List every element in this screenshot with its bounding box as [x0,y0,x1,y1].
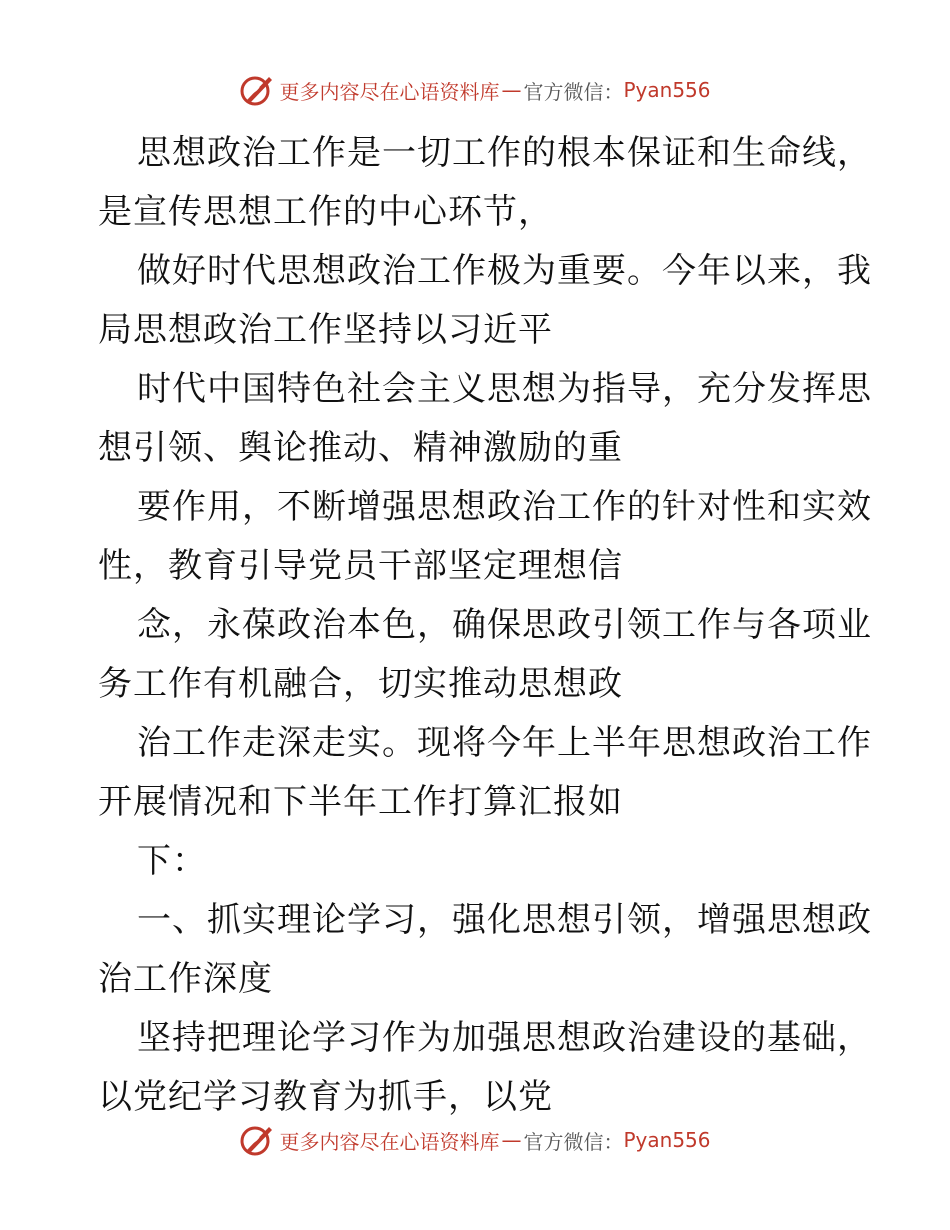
paragraph-line: 开展情况和下半年工作打算汇报如 [98,782,623,822]
paragraph-line: 务工作有机融合，切实推动思想政 [98,664,623,704]
section-heading-cont: 治工作深度 [98,959,273,999]
footer-banner [0,1120,950,1160]
header-banner [0,70,950,110]
paragraph-line: 思想政治工作是一切工作的根本保证和生命线， [137,133,872,173]
paragraph-line: 下： [137,841,207,881]
paragraph-line: 性，教育引导党员干部坚定理想信 [98,546,623,586]
paragraph-line: 做好时代思想政治工作极为重要。今年以来，我 [137,251,872,291]
brand-text: 更多内容尽在心语资料库 [279,1129,500,1154]
paragraph-line: 念，永葆政治本色，确保思政引领工作与各项业 [137,605,872,645]
paragraph-line: 以党纪学习教育为抓手，以党 [98,1077,553,1117]
paragraph-line: 要作用，不断增强思想政治工作的针对性和实效 [137,487,872,527]
paragraph-line: 想引领、舆论推动、精神激励的重 [98,428,623,468]
section-heading: 一、抓实理论学习，强化思想引领，增强思想政 [137,900,872,940]
official-label: 官方微信： [523,79,624,104]
separator: — [501,1128,522,1152]
paragraph-line: 是宣传思想工作的中心环节， [98,192,553,232]
brand-text: 更多内容尽在心语资料库 [279,79,500,104]
official-label: 官方微信： [523,1129,624,1154]
quill-pen-logo-icon [239,1123,275,1157]
paragraph-line: 治工作走深走实。现将今年上半年思想政治工作 [137,723,872,763]
paragraph-line: 局思想政治工作坚持以习近平 [98,310,553,350]
wechat-id: Pyan556 [623,78,711,102]
separator: — [501,78,522,102]
wechat-id: Pyan556 [623,1128,711,1152]
paragraph-line: 坚持把理论学习作为加强思想政治建设的基础， [137,1018,872,1058]
quill-pen-logo-icon [239,73,275,107]
paragraph-line: 时代中国特色社会主义思想为指导，充分发挥思 [137,369,872,409]
